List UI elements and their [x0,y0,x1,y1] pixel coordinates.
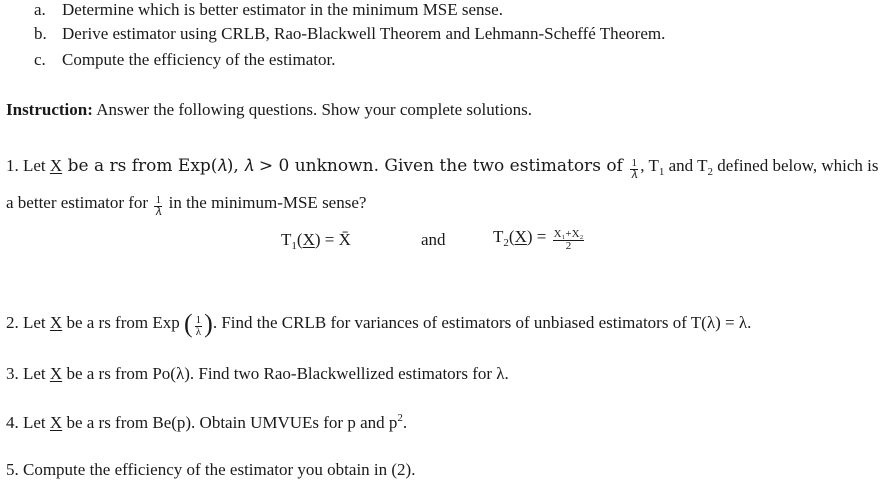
q3-text: be a rs from Po(λ). Find two Rao-Blackwellized estimators for λ. [62,364,509,383]
eq2-fraction [553,229,585,252]
question-5: 5. Compute the efficiency of the estimator you obtain in (2). [6,460,416,479]
eq1-t: T [281,230,292,249]
list-marker-c: c. [34,50,46,69]
list-marker-b: b. [34,24,47,43]
eq1-x: X [302,230,315,249]
eq1-sub: 1 [291,240,297,252]
instruction-label: Instruction: [6,100,93,119]
list-item-c: Compute the efficiency of the estimator. [62,50,336,69]
q2-number: 2. Let [6,313,50,332]
q1-sample-vector: X [49,156,63,175]
q3-sample-vector: X [49,364,63,383]
eq2-x: X [514,227,527,246]
q1-line2-b: in the minimum-MSE sense? [164,193,367,212]
q4-sample-vector: X [49,413,63,432]
q1-sub-2: 2 [707,166,713,178]
question-4 [6,412,407,433]
question-1-line-2 [6,193,366,218]
eq2-t: T [493,227,504,246]
eq1-rest: ) = X̄ [314,230,351,249]
q2-fraction [195,315,203,338]
q4-text: be a rs from Be(p). Obtain UMVUEs for p and p [62,413,398,432]
q1-frac2-num: 1 [155,194,162,206]
q3-number: 3. Let [6,364,50,383]
q1-text-1: be a rs from Exp(𝜆), 𝜆 > 0 unknown. Given the two estimators of [62,156,629,176]
q2-text-2: . Find the CRLB for variances of estimators of unbiased estimators of T(λ) = λ. [212,313,752,332]
q1-estimator-t2 [493,227,586,252]
eq2-sub: 2 [503,237,509,249]
question-3 [6,364,509,384]
q1-text-3: and T [664,156,708,175]
q1-estimator-t1 [281,230,351,252]
q1-fraction-2 [154,195,162,218]
q4-period: . [402,413,408,432]
eq2-open: ( [508,227,515,246]
list-item-b: Derive estimator using CRLB, Rao-Blackwell Theorem and Lehmann-Scheffé Theorem. [62,24,666,43]
instruction [6,100,532,120]
eq2-num: X₁+X₂ [553,228,584,240]
q2-sample-vector: X [49,313,63,332]
question-2 [6,309,751,339]
instruction-text: Answer the following questions. Show your complete solutions. [92,100,533,119]
eq2-den: 2 [565,240,572,252]
q2-paren-open: ( [184,309,193,338]
q1-frac2-den: 𝜆 [155,206,162,218]
list-marker-a: a. [34,0,46,19]
q2-text-1: be a rs from Exp [62,313,184,332]
eq1-open: ( [296,230,303,249]
q1-sub-1: 1 [658,166,665,178]
list-item-a: Determine which is better estimator in the minimum MSE sense. [62,0,503,19]
q1-frac-num: 1 [631,157,637,169]
question-1-line-1 [6,156,879,181]
q1-text-4: defined below, which is [712,156,879,175]
q1-line2-a: a better estimator for [6,193,153,212]
q1-text-2: , T [640,156,659,175]
q4-superscript: 2 [397,412,403,424]
q1-number: 1. Let [6,156,50,175]
q1-and: and [421,230,446,249]
q2-paren-close: ) [204,309,213,338]
q2-frac-num: 1 [195,314,202,326]
q1-fraction [630,158,638,181]
eq2-rest: ) = [526,227,551,246]
q2-frac-den: λ [195,326,202,338]
q1-frac-den: 𝜆 [631,169,638,181]
q4-number: 4. Let [6,413,50,432]
